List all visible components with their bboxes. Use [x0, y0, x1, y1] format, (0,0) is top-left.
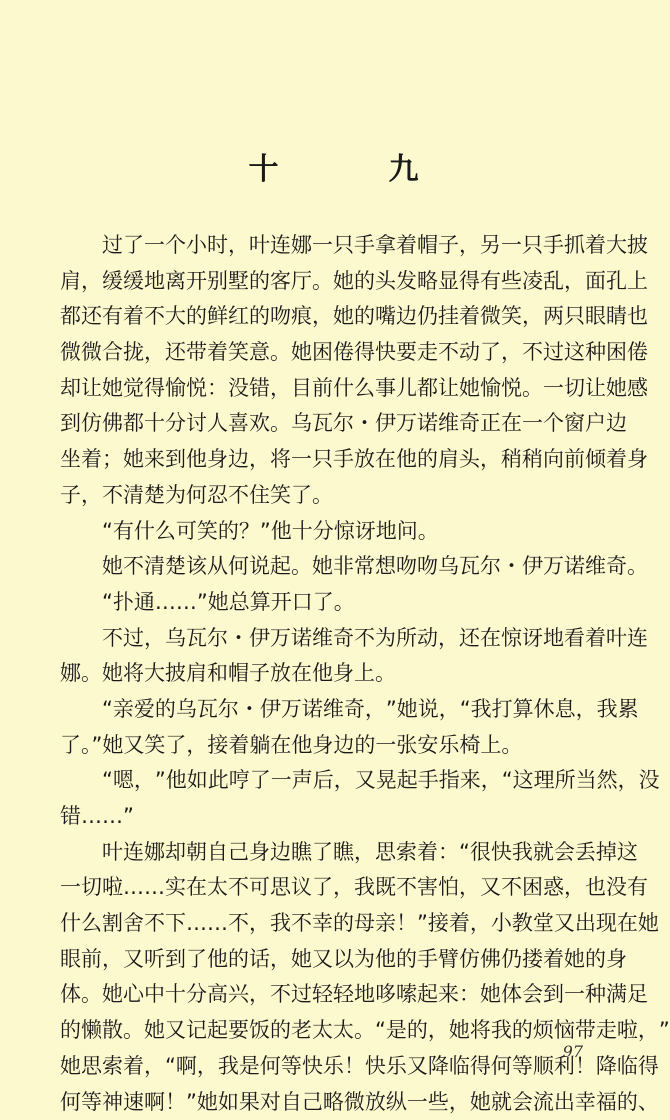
text-line: 娜。她将大披肩和帽子放在他身上。 — [60, 656, 606, 692]
text-line: 都 还 有 着 不 大 的 鲜 红 的 吻 痕 ， 她 的 嘴 边 仍 挂 着 微 笑 ， 两 只 眼 睛 也 — [60, 299, 606, 335]
text-line: 眼 前 ， 又 听 到 了 他 的 话 ， 她 又 以 为 他 的 手 臂 仿 佛 仍 搂 着 她 的 身 — [60, 942, 606, 978]
text-line: 子，不清楚为何忍不住笑了。 — [60, 478, 606, 514]
text-line: 错……” — [60, 799, 606, 835]
text-line: 到 仿 佛 都 十 分 讨 人 喜 欢 。 乌 瓦 尔 ・ 伊 万 诺 维 奇 正 在 一 个 窗 户 边 — [60, 406, 606, 442]
chapter-title: 十 九 — [0, 150, 667, 190]
chapter-body — [60, 228, 606, 1120]
text-line: 肩 ， 缓 缓 地 离 开 别 墅 的 客 厅 。 她 的 头 发 略 显 得 有 些 凌 乱 ， 面 孔 上 — [60, 264, 606, 300]
text-line: 却 让 她 觉 得 愉 悦 ： 没 错 ， 目 前 什 么 事 儿 都 让 她 愉 悦 。 一 切 让 她 感 — [60, 371, 606, 407]
text-line: 什 么 割 舍 不 下 … … 不 ， 我 不 幸 的 母 亲 ！ ” 接 着 ， 小 教 堂 又 出 现 在 她 — [60, 906, 606, 942]
text-line: 一 切 啦 … … 实 在 太 不 可 思 议 了 ， 我 既 不 害 怕 ， 又 不 困 惑 ， 也 没 有 — [60, 870, 606, 906]
text-line: 微 微 合 拢 ， 还 带 着 笑 意 。 她 困 倦 得 快 要 走 不 动 了 ， 不 过 这 种 困 倦 — [60, 335, 606, 371]
text-line: 体 。 她 心 中 十 分 高 兴 ， 不 过 轻 轻 地 哆 嗦 起 来 ： 她 体 会 到 一 种 满 足 — [60, 977, 606, 1013]
text-line: 坐 着 ； 她 来 到 他 身 边 ， 将 一 只 手 放 在 他 的 肩 头 ， 稍 稍 向 前 倾 着 身 — [60, 442, 606, 478]
text-line: 她 思 索 着 ， “ 啊 ， 我 是 何 等 快 乐 ！ 快 乐 又 降 临 得 何 等 顺 利 ！ 降 临 得 — [60, 1049, 606, 1085]
page-number: 97 — [563, 1042, 583, 1061]
text-line: 了。”她又笑了，接着躺在他身边的一张安乐椅上。 — [60, 728, 606, 764]
text-line: “扑通……”她总算开口了。 — [60, 585, 606, 621]
text-line: 过 了 一 个 小 时 ， 叶 连 娜 一 只 手 拿 着 帽 子 ， 另 一 只 手 抓 着 大 披 — [60, 228, 606, 264]
text-line: 的 懒 散 。 她 又 记 起 要 饭 的 老 太 太 。 “ 是 的 ， 她 将 我 的 烦 恼 带 走 啦 ， ” — [60, 1013, 606, 1049]
text-line: 何 等 神 速 啊 ！ ” 她 如 果 对 自 己 略 微 放 纵 一 些 ， 她 就 会 流 出 幸 福 的 、 — [60, 1085, 606, 1120]
text-line: 叶 连 娜 却 朝 自 己 身 边 瞧 了 瞧 ， 思 索 着 ： “ 很 快 我 就 会 丢 掉 这 — [60, 835, 606, 871]
text-line: 不 过 ， 乌 瓦 尔 ・ 伊 万 诺 维 奇 不 为 所 动 ， 还 在 惊 讶 地 看 着 叶 连 — [60, 621, 606, 657]
text-line: “ 嗯 ， ” 他 如 此 哼 了 一 声 后 ， 又 晃 起 手 指 来 ， “ 这 理 所 当 然 ， 没 — [60, 763, 606, 799]
text-line: “ 亲 爱 的 乌 瓦 尔 ・ 伊 万 诺 维 奇 ， ” 她 说 ， “ 我 打 算 休 息 ， 我 累 — [60, 692, 606, 728]
text-line: “有什么可笑的？”他十分惊讶地问。 — [60, 514, 606, 550]
text-line: 她不清楚该从何说起。她非常想吻吻乌瓦尔・伊万诺维奇。 — [60, 549, 606, 585]
